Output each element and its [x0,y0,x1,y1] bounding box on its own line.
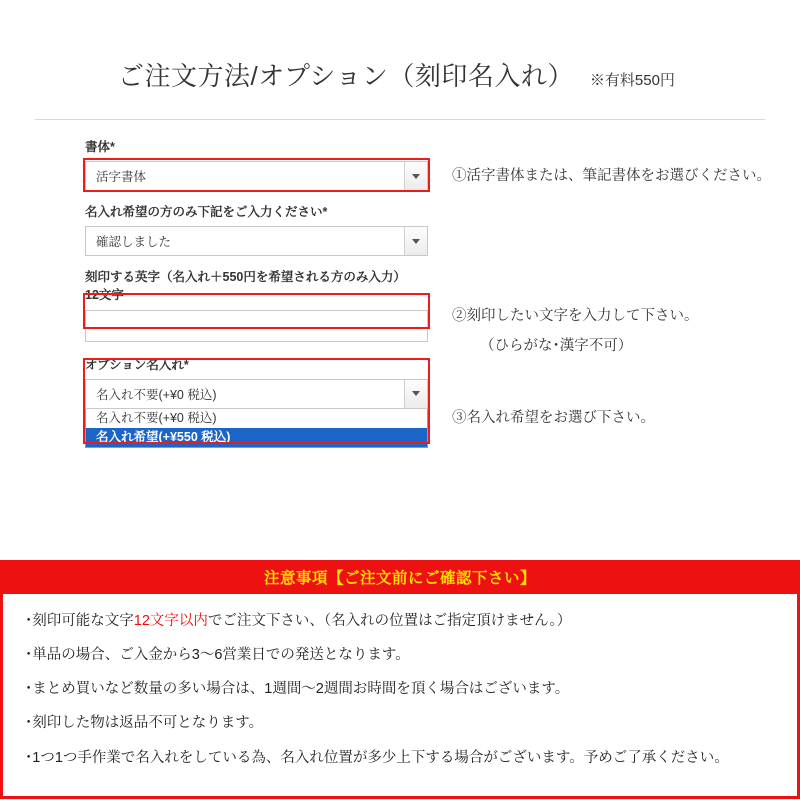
notice-title: 注意事項【ご注文前にご確認下さい】 [263,570,536,587]
annotation-3: ③名入れ希望をお選び下さい。 [452,410,655,426]
chevron-down-icon[interactable] [404,380,427,408]
notice-text: ･刻印した物は返品不可となります。 [25,715,264,732]
header-divider [35,119,765,120]
notice-text: ･まとめ買いなど数量の多い場合は、1週間〜2週間お時間を頂く場合はございます。 [25,681,570,698]
form-column [85,138,430,448]
notice-line [25,680,775,698]
notice-text: ･1つ1つ手作業で名入れをしている為、名入れ位置が多少上下する場合がございます。予めご了承ください。 [25,749,729,766]
notice-body [0,594,800,799]
notice-line [25,714,775,732]
annotation-1: ①活字書体または、筆記書体をお選びください。 [452,168,771,184]
select-font-style-value: 活字書体 [96,170,147,185]
notice-text: でご注文下さい、（名入れの位置はご指定頂けません。） [207,613,572,629]
select-confirmation-value: 確認しました [96,235,172,250]
field-label-engraving-text: 刻印する英字（名入れ＋550円を希望される方のみ入力）12文字 [85,270,406,303]
engraving-option-dropdown-list[interactable] [85,409,428,448]
order-option-form [0,138,800,448]
dropdown-option-no-engraving[interactable]: 名入れ不要(+¥0 税込) [96,410,217,425]
dropdown-option-with-engraving[interactable]: 名入れ希望(+¥550 税込) [86,428,427,447]
chevron-down-icon[interactable] [404,227,427,255]
field-label-engraving-option: オプション名入れ* [85,357,189,372]
notice-line [25,646,775,664]
select-font-style[interactable] [85,161,428,191]
notice-text: ･刻印可能な文字 [25,613,134,629]
page-header [0,0,800,93]
select-engraving-option-value: 名入れ不要(+¥0 税込) [96,387,217,402]
notice-line [25,612,775,630]
notice-title-bar [0,560,800,594]
annotation-2: ②刻印したい文字を入力して下さい。 [452,308,699,324]
notice-block [0,560,800,799]
chevron-down-icon[interactable] [404,162,427,190]
notice-text: ･単品の場合、ご入金から3〜6営業日での発送となります。 [25,647,410,664]
annotation-2-sub: （ひらがな･漢字不可） [480,338,633,354]
select-engraving-option[interactable] [85,379,428,409]
select-confirmation[interactable] [85,226,428,256]
page-title-note: ※有料550円 [589,72,675,89]
field-label-font-style: 書体* [85,140,115,154]
field-label-confirmation: 名入れ希望の方のみ下記をご入力ください* [85,205,328,220]
notice-emphasis: 12文字以内 [133,613,208,629]
page-title: ご注文方法/オプション（刻印名入れ） [118,61,574,91]
notice-line [25,749,775,767]
engraving-text-input[interactable] [85,310,428,342]
